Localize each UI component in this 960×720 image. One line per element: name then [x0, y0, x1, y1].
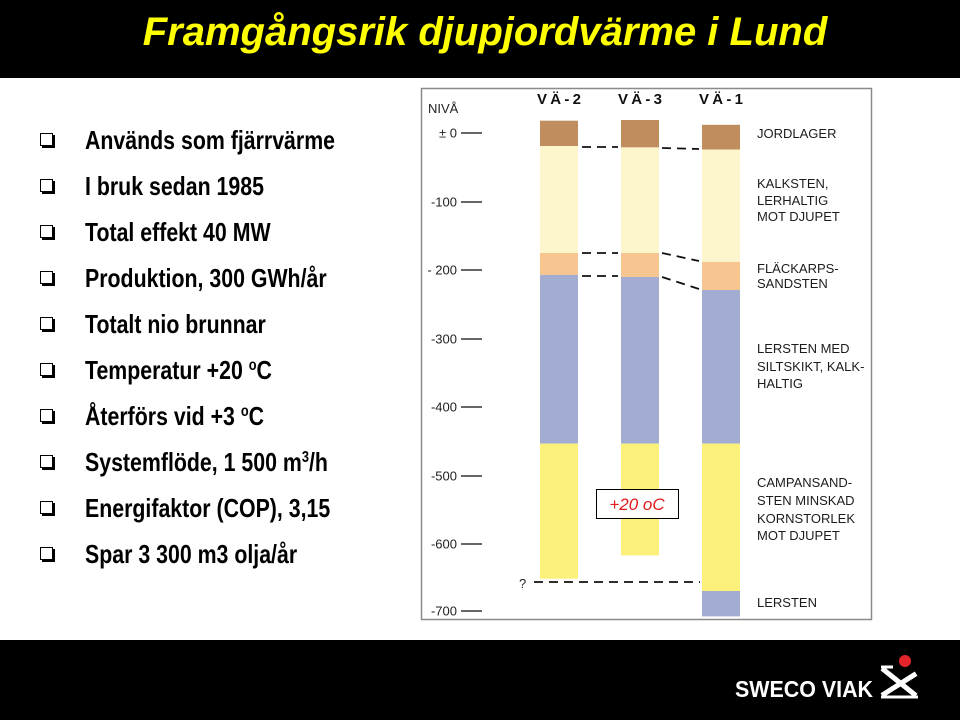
- well-va-3-layer-1: [621, 120, 659, 147]
- bullet-text-main: Systemflöde, 1 500 m: [85, 447, 302, 477]
- bullet-text-main: Temperatur +20: [85, 355, 249, 385]
- bullet-item: [0, 485, 410, 531]
- well-va-3-layer-2: [621, 147, 659, 253]
- strata-label: KALKSTEN,: [757, 176, 829, 191]
- well-va-3-layer-3: [621, 253, 659, 277]
- bullet-text-suffix: C: [256, 355, 272, 385]
- bullet-item: [0, 117, 410, 163]
- bullet-list: [0, 117, 410, 577]
- bullet-text: Totalt nio brunnar: [85, 309, 266, 339]
- bullet-item: [0, 531, 410, 577]
- strata-label: KORNSTORLEK: [757, 511, 856, 526]
- level-label: -700: [430, 603, 457, 619]
- bullet-superscript: 3: [301, 448, 309, 466]
- checkbox-bullet-icon: [40, 455, 53, 468]
- checkbox-bullet-icon: [40, 409, 53, 422]
- unknown-depth-marker: ?: [519, 576, 527, 591]
- checkbox-bullet-icon: [40, 363, 53, 376]
- strata-label: SANDSTEN: [757, 276, 828, 291]
- checkbox-bullet-icon: [40, 317, 53, 330]
- well-va-2-layer-2: [540, 146, 578, 253]
- logo-text: SWECO VIAK: [735, 676, 874, 702]
- bullet-item: [0, 301, 410, 347]
- bullet-text: Energifaktor (COP), 3,15: [85, 493, 331, 523]
- level-label: -600: [430, 536, 457, 552]
- well-headers: [537, 91, 743, 108]
- checkbox-bullet-icon: [40, 271, 53, 284]
- bullet-item: [0, 393, 410, 439]
- strata-label: LERHALTIG: [757, 193, 829, 208]
- bullet-superscript: o: [248, 356, 257, 374]
- bullet-item: [0, 163, 410, 209]
- bullet-text: Används som fjärrvärme: [85, 125, 336, 155]
- well-header-va-1: VÄ-1: [699, 91, 743, 108]
- page-title: Framgångsrik djupjordvärme i Lund: [142, 10, 828, 54]
- level-label: ± 0: [439, 125, 457, 141]
- checkbox-bullet-icon: [40, 501, 53, 514]
- strata-label: MOT DJUPET: [757, 528, 840, 543]
- well-va-2-layer-5: [540, 444, 578, 579]
- title-bar: [0, 0, 960, 78]
- well-va-2-layer-4: [540, 275, 578, 444]
- bullet-text: I bruk sedan 1985: [85, 171, 264, 201]
- level-label: -300: [430, 331, 457, 347]
- bullet-text: Produktion, 300 GWh/år: [85, 263, 327, 293]
- checkbox-bullet-icon: [40, 179, 53, 192]
- level-label: -100: [430, 194, 457, 210]
- temperature-tag-text: +20 oC: [609, 495, 665, 514]
- temperature-tag: [597, 490, 679, 519]
- strata-label: STEN MINSKAD: [757, 493, 855, 508]
- well-header-va-3: VÄ-3: [618, 91, 662, 108]
- strata-label: MOT DJUPET: [757, 209, 840, 224]
- strata-label: SILTSKIKT, KALK-: [757, 359, 865, 374]
- strata-label: FLÄCKARPS-: [757, 261, 839, 276]
- sweco-figure-icon: [881, 655, 918, 697]
- strata-label: LERSTEN MED: [757, 341, 850, 356]
- bullet-text-suffix: /h: [308, 447, 328, 477]
- well-va-3-layer-4: [621, 277, 659, 444]
- level-heading: NIVÅ: [428, 101, 459, 116]
- strata-label: CAMPANSAND-: [757, 475, 853, 490]
- checkbox-bullet-icon: [40, 547, 53, 560]
- bullet-item: [0, 347, 410, 393]
- bullet-item: [0, 209, 410, 255]
- strata-label: JORDLAGER: [757, 126, 837, 141]
- well-va-1-layer-1: [702, 125, 740, 150]
- well-va-1-layer-2: [702, 150, 740, 263]
- well-header-va-2: VÄ-2: [537, 91, 581, 108]
- well-va-2-layer-3: [540, 253, 578, 275]
- checkbox-bullet-icon: [40, 133, 53, 146]
- layer-boundary-dashed-line: [662, 148, 699, 149]
- level-label: -400: [430, 399, 457, 415]
- bullet-text: [85, 439, 328, 485]
- well-va-1-layer-4: [702, 290, 740, 444]
- well-va-2-layer-1: [540, 121, 578, 146]
- bullet-text: [85, 393, 264, 439]
- bullet-item: [0, 255, 410, 301]
- bullet-item: [0, 439, 410, 485]
- level-label: -500: [430, 468, 457, 484]
- bullet-text: Total effekt 40 MW: [85, 217, 271, 247]
- bullet-text-main: Återförs vid +3: [85, 401, 241, 431]
- bullet-text: [85, 347, 272, 393]
- bullet-text-suffix: C: [248, 401, 265, 431]
- well-va-1-layer-5: [702, 444, 740, 591]
- company-logo: [728, 648, 928, 712]
- well-cross-section-diagram: [410, 80, 880, 632]
- well-va-1-layer-6: [702, 591, 740, 616]
- bullet-superscript: o: [240, 402, 249, 420]
- strata-label: HALTIG: [757, 376, 803, 391]
- bullet-text: Spar 3 300 m3 olja/år: [85, 539, 298, 569]
- level-label: - 200: [427, 262, 457, 278]
- strata-label: LERSTEN: [757, 595, 817, 610]
- well-columns: [540, 120, 740, 616]
- checkbox-bullet-icon: [40, 225, 53, 238]
- well-va-1-layer-3: [702, 262, 740, 290]
